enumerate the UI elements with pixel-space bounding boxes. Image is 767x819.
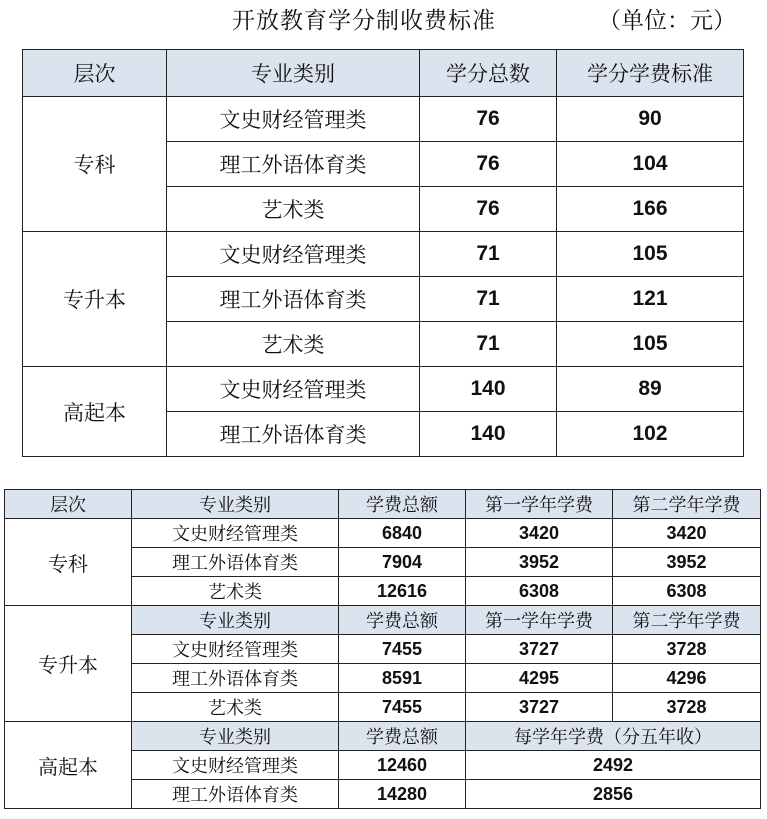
credits-cell: 76: [420, 142, 557, 187]
header-year2: 第二学年学费: [613, 490, 761, 519]
tuition-table: [4, 489, 761, 809]
level-cell: 高起本: [5, 722, 132, 809]
category-cell: 文史财经管理类: [167, 97, 420, 142]
subheader-total: 学费总额: [339, 722, 466, 751]
category-cell: 理工外语体育类: [132, 548, 339, 577]
year1-cell: 6308: [466, 577, 613, 606]
year1-cell: 3727: [466, 693, 613, 722]
year2-cell: 3728: [613, 693, 761, 722]
header-year1: 第一学年学费: [466, 490, 613, 519]
category-cell: 文史财经管理类: [132, 635, 339, 664]
fee-cell: 104: [557, 142, 744, 187]
category-cell: 理工外语体育类: [167, 412, 420, 457]
category-cell: 艺术类: [167, 322, 420, 367]
table-row: [5, 722, 761, 751]
year2-cell: 4296: [613, 664, 761, 693]
subheader-total: 学费总额: [339, 606, 466, 635]
credits-cell: 140: [420, 367, 557, 412]
table-row: [23, 232, 744, 277]
fee-cell: 105: [557, 322, 744, 367]
level-cell: 高起本: [23, 367, 167, 457]
page-title: 开放教育学分制收费标准: [232, 8, 496, 34]
header-category: 专业类别: [132, 490, 339, 519]
year1-cell: 4295: [466, 664, 613, 693]
header-credits: 学分总数: [420, 50, 557, 97]
fee-cell: 105: [557, 232, 744, 277]
table-header-row: [23, 50, 744, 97]
table-row: [5, 606, 761, 635]
year1-cell: 3420: [466, 519, 613, 548]
total-cell: 7904: [339, 548, 466, 577]
fee-cell: 121: [557, 277, 744, 322]
table-row: [23, 97, 744, 142]
unit-note: （单位：元）: [598, 8, 736, 34]
year2-cell: 3420: [613, 519, 761, 548]
fee-cell: 90: [557, 97, 744, 142]
subheader-year1: 第一学年学费: [466, 606, 613, 635]
fee-cell: 102: [557, 412, 744, 457]
subheader-annual: 每学年学费（分五年收）: [466, 722, 761, 751]
category-cell: 理工外语体育类: [167, 142, 420, 187]
category-cell: 理工外语体育类: [167, 277, 420, 322]
level-cell: 专科: [23, 97, 167, 232]
header-level: 层次: [23, 50, 167, 97]
total-cell: 12616: [339, 577, 466, 606]
year1-cell: 3952: [466, 548, 613, 577]
category-cell: 文史财经管理类: [167, 232, 420, 277]
total-cell: 7455: [339, 693, 466, 722]
total-cell: 12460: [339, 751, 466, 780]
category-cell: 艺术类: [132, 577, 339, 606]
category-cell: 文史财经管理类: [167, 367, 420, 412]
credits-cell: 140: [420, 412, 557, 457]
category-cell: 理工外语体育类: [132, 780, 339, 809]
fee-cell: 89: [557, 367, 744, 412]
subheader-category: 专业类别: [132, 606, 339, 635]
credits-cell: 71: [420, 232, 557, 277]
subheader-year2: 第二学年学费: [613, 606, 761, 635]
header-category: 专业类别: [167, 50, 420, 97]
total-cell: 7455: [339, 635, 466, 664]
header-total: 学费总额: [339, 490, 466, 519]
category-cell: 文史财经管理类: [132, 519, 339, 548]
table-row: [5, 519, 761, 548]
credits-cell: 76: [420, 97, 557, 142]
category-cell: 艺术类: [132, 693, 339, 722]
credits-cell: 71: [420, 277, 557, 322]
header-level: 层次: [5, 490, 132, 519]
header-credit-fee: 学分学费标准: [557, 50, 744, 97]
subheader-category: 专业类别: [132, 722, 339, 751]
total-cell: 14280: [339, 780, 466, 809]
annual-cell: 2492: [466, 751, 761, 780]
year2-cell: 3952: [613, 548, 761, 577]
table-header-row: [5, 490, 761, 519]
year2-cell: 6308: [613, 577, 761, 606]
category-cell: 文史财经管理类: [132, 751, 339, 780]
credit-fee-table: [22, 49, 744, 457]
level-cell: 专升本: [23, 232, 167, 367]
annual-cell: 2856: [466, 780, 761, 809]
category-cell: 艺术类: [167, 187, 420, 232]
level-cell: 专升本: [5, 606, 132, 722]
total-cell: 8591: [339, 664, 466, 693]
year2-cell: 3728: [613, 635, 761, 664]
credits-cell: 71: [420, 322, 557, 367]
fee-cell: 166: [557, 187, 744, 232]
credits-cell: 76: [420, 187, 557, 232]
total-cell: 6840: [339, 519, 466, 548]
table-row: [23, 367, 744, 412]
category-cell: 理工外语体育类: [132, 664, 339, 693]
year1-cell: 3727: [466, 635, 613, 664]
level-cell: 专科: [5, 519, 132, 606]
